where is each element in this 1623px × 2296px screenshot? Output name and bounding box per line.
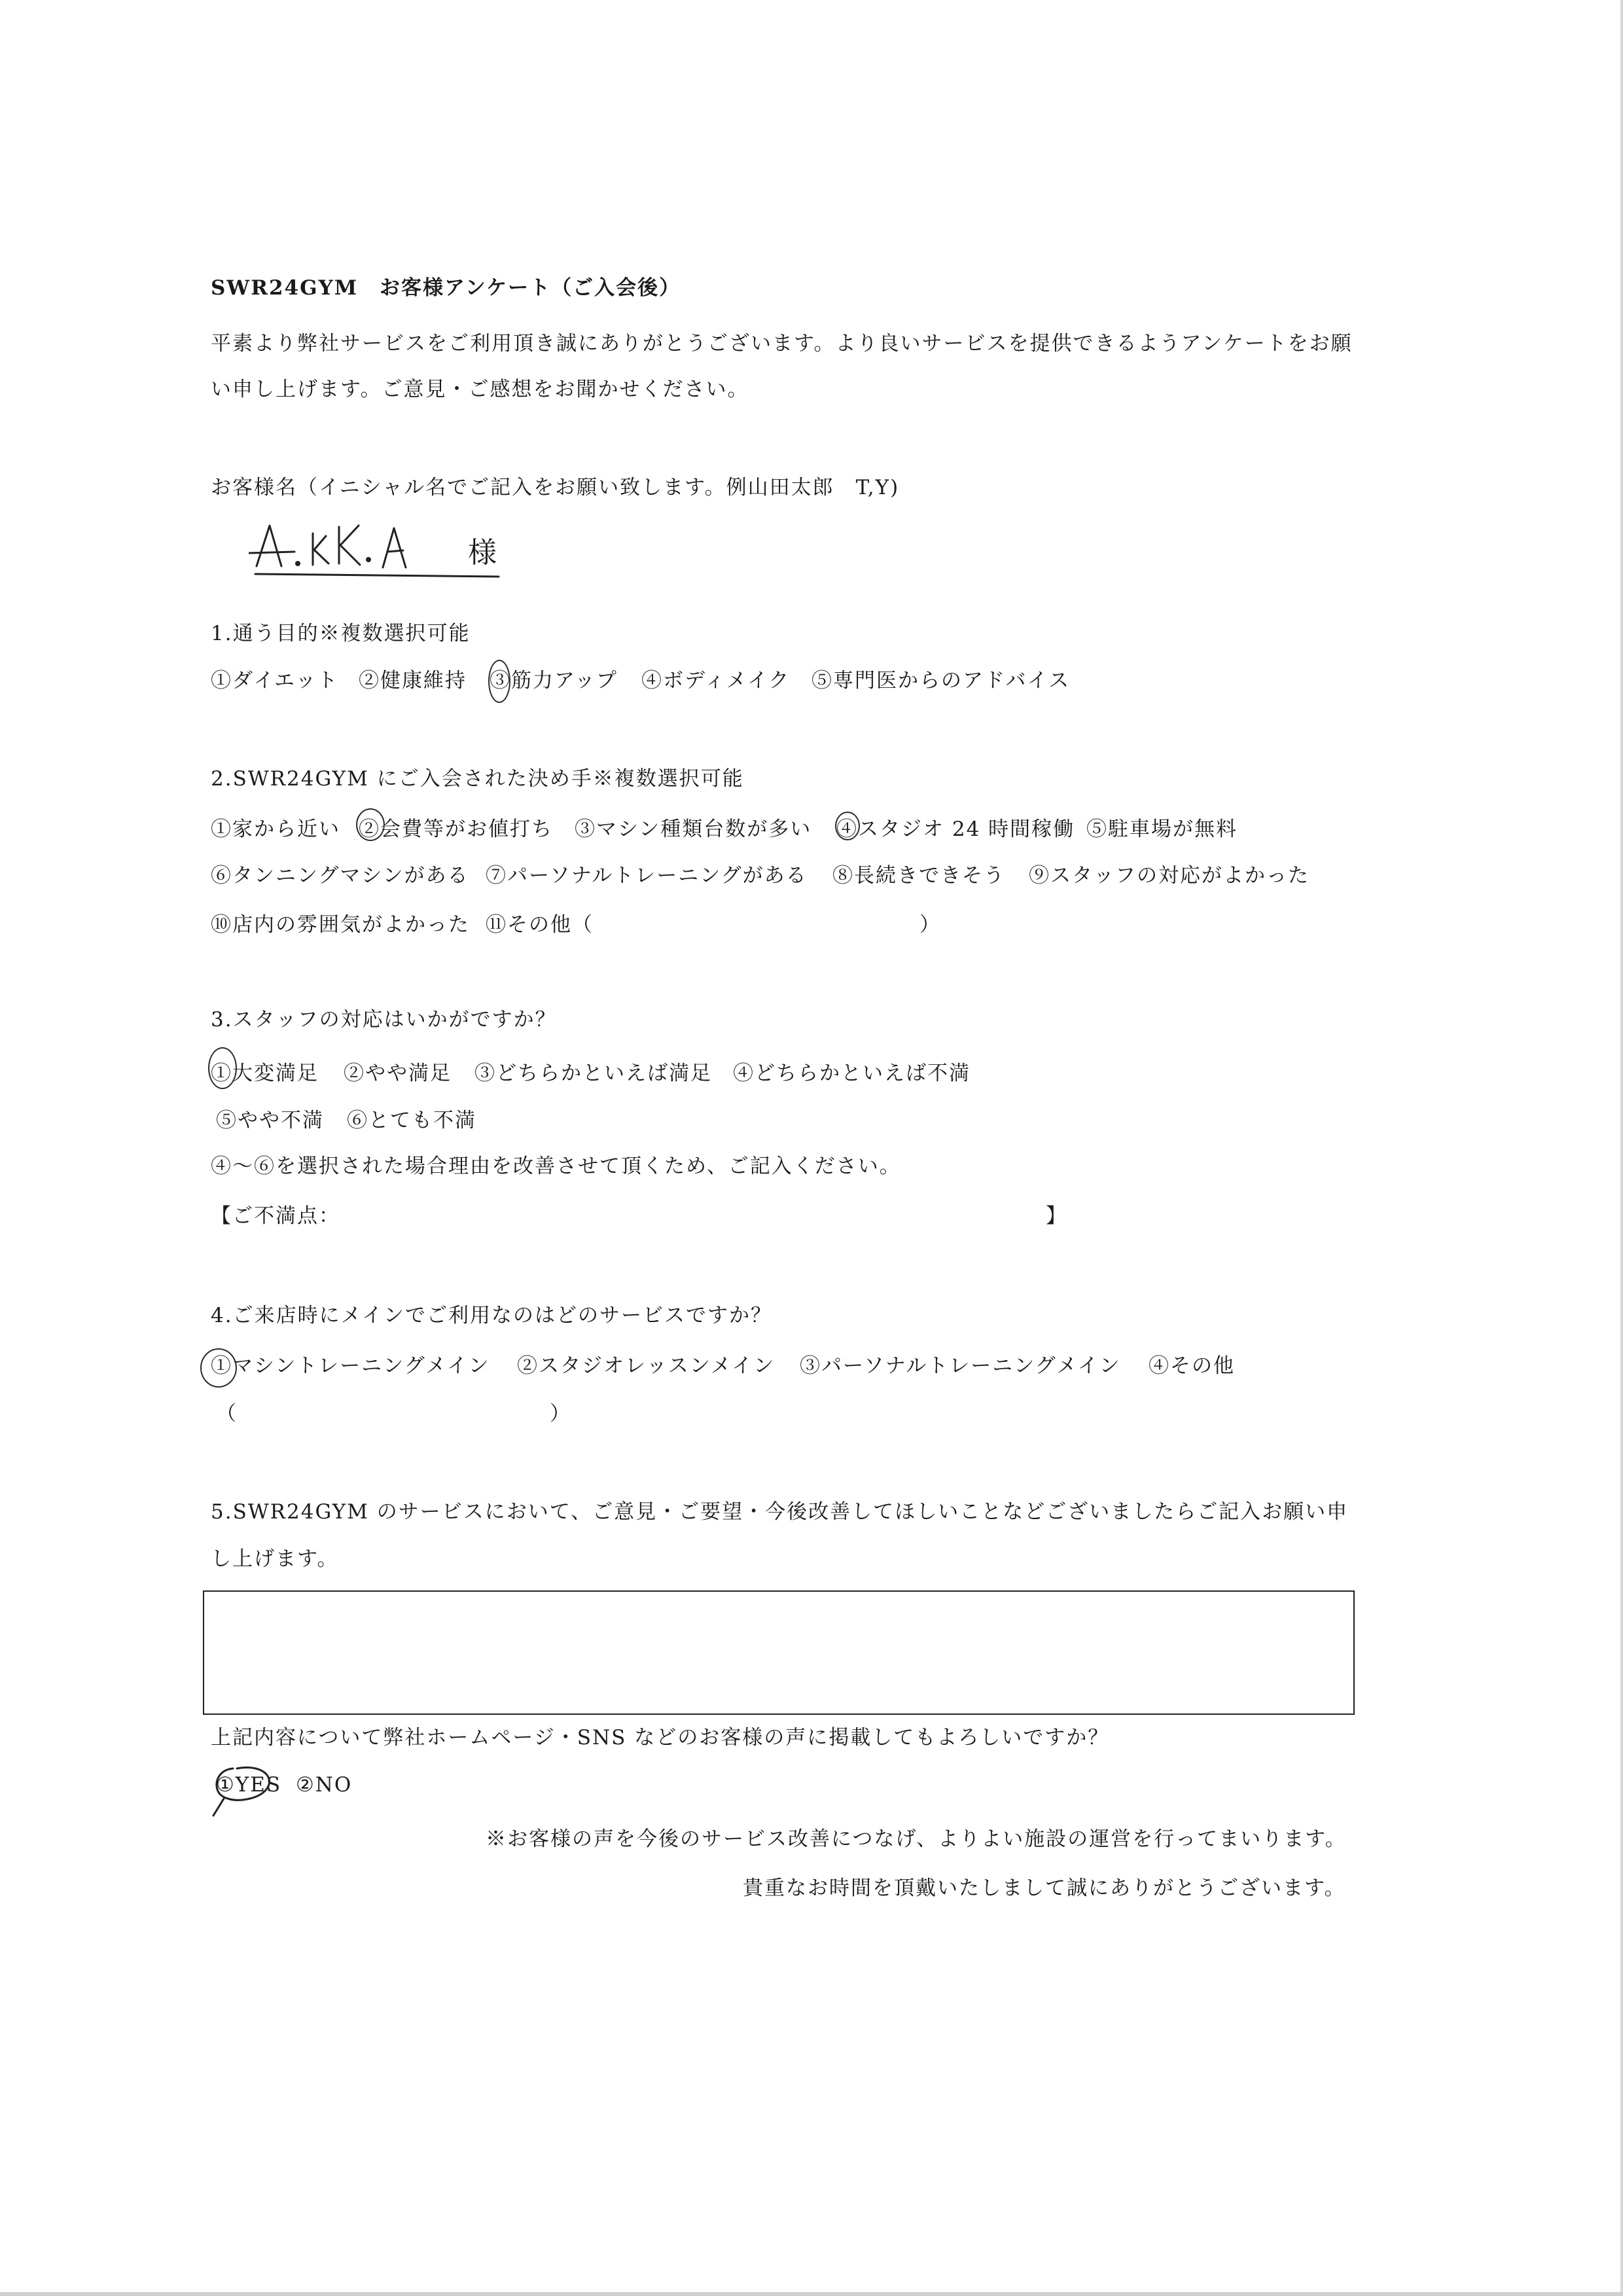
customer-name-suffix: 様 — [468, 536, 498, 569]
q4-option-2[interactable]: ②スタジオレッスンメイン — [517, 1354, 776, 1378]
q1-option-1[interactable]: ①ダイエット — [211, 669, 339, 692]
q4-other-open: （ — [216, 1402, 238, 1426]
q2-option-4[interactable]: ④スタジオ 24 時間稼働 — [836, 817, 1075, 841]
q3-selected-circle — [208, 1047, 237, 1089]
q2-option-3[interactable]: ③マシン種類台数が多い — [575, 817, 812, 841]
page-bottom-edge — [0, 2292, 1623, 2296]
q2-option-1[interactable]: ①家から近い — [211, 817, 340, 841]
consent-option-no[interactable]: ②NO — [296, 1773, 353, 1797]
q2-option-9[interactable]: ⑨スタッフの対応がよかった — [1029, 864, 1310, 888]
page-edge — [1620, 0, 1623, 2296]
consent-option-yes[interactable]: ①YES — [216, 1773, 282, 1797]
q5-answer-box[interactable] — [203, 1590, 1355, 1715]
intro-line-2: い申し上げます。ご意見・ご感想をお聞かせください。 — [211, 378, 749, 401]
q1-option-4[interactable]: ④ボディメイク — [641, 669, 791, 692]
q4-option-4[interactable]: ④その他 — [1149, 1354, 1235, 1378]
q3-option-5[interactable]: ⑤やや不満 — [216, 1109, 324, 1132]
q3-option-4[interactable]: ④どちらかといえば不満 — [733, 1062, 971, 1085]
q2-option-2[interactable]: ②会費等がお値打ち — [359, 817, 553, 841]
q2-option-6[interactable]: ⑥タンニングマシンがある — [211, 864, 469, 888]
q3-option-6[interactable]: ⑥とても不満 — [347, 1109, 476, 1132]
survey-title: SWR24GYM お客様アンケート（ご入会後） — [211, 276, 681, 300]
q5-question-line-2: し上げます。 — [211, 1547, 339, 1571]
q3-complaint-close: 】 — [1046, 1204, 1067, 1228]
q3-question: 3.スタッフの対応はいかがですか？ — [211, 1008, 557, 1031]
q2-option-10[interactable]: ⑩店内の雰囲気がよかった — [211, 913, 470, 937]
consent-question: 上記内容について弊社ホームページ・SNS などのお客様の声に掲載してもよろしいですか？ — [211, 1726, 1110, 1749]
customer-name-label: お客様名（イニシャル名でご記入をお願い致します。例山田太郎 T,Y) — [211, 476, 900, 499]
q2-option-11[interactable]: ⑪その他（ — [486, 913, 594, 937]
q4-other-close: ） — [550, 1402, 571, 1426]
q1-option-3[interactable]: ③筋力アップ — [490, 669, 618, 692]
q2-selected-circle-2 — [356, 808, 385, 841]
footer-note: ※お客様の声を今後のサービス改善につなげ、よりよい施設の運営を行ってまいります。 — [486, 1827, 1347, 1851]
consent-selected-circle — [211, 1761, 283, 1823]
intro-line-1: 平素より弊社サービスをご利用頂き誠にありがとうございます。より良いサービスを提供できるようアンケートをお願 — [211, 332, 1353, 355]
q4-question: 4.ご来店時にメインでご利用なのはどのサービスですか？ — [211, 1304, 772, 1327]
q2-other-close: ） — [919, 913, 941, 937]
q3-option-2[interactable]: ②やや満足 — [344, 1062, 452, 1085]
q3-note: ④〜⑥を選択された場合理由を改善させて頂くため、ご記入ください。 — [211, 1155, 901, 1178]
footer-thanks: 貴重なお時間を頂戴いたしまして誠にありがとうございます。 — [743, 1876, 1346, 1900]
q2-option-8[interactable]: ⑧長続きできそう — [832, 864, 1005, 888]
q2-selected-circle-4 — [835, 812, 860, 840]
q2-option-5[interactable]: ⑤駐車場が無料 — [1086, 817, 1238, 841]
q1-option-5[interactable]: ⑤専門医からのアドバイス — [812, 669, 1071, 692]
q4-option-3[interactable]: ③パーソナルトレーニングメイン — [800, 1354, 1121, 1378]
q4-option-1[interactable]: ①マシントレーニングメイン — [211, 1354, 490, 1378]
q3-option-1[interactable]: ①大変満足 — [211, 1062, 319, 1085]
q3-option-3[interactable]: ③どちらかといえば満足 — [474, 1062, 712, 1085]
q3-complaint-label: 【ご不満点： — [211, 1204, 340, 1228]
q2-question: 2.SWR24GYM にご入会された決め手※複数選択可能 — [211, 767, 744, 791]
q2-option-7[interactable]: ⑦パーソナルトレーニングがある — [486, 864, 808, 888]
q1-option-2[interactable]: ②健康維持 — [359, 669, 467, 692]
q4-selected-circle — [200, 1348, 237, 1388]
q5-question-line-1: 5.SWR24GYM のサービスにおいて、ご意見・ご要望・今後改善してほしいことなどございましたらご記入お願い申 — [211, 1500, 1349, 1524]
q1-selected-circle — [488, 660, 510, 703]
q1-question: 1.通う目的※複数選択可能 — [211, 622, 471, 645]
